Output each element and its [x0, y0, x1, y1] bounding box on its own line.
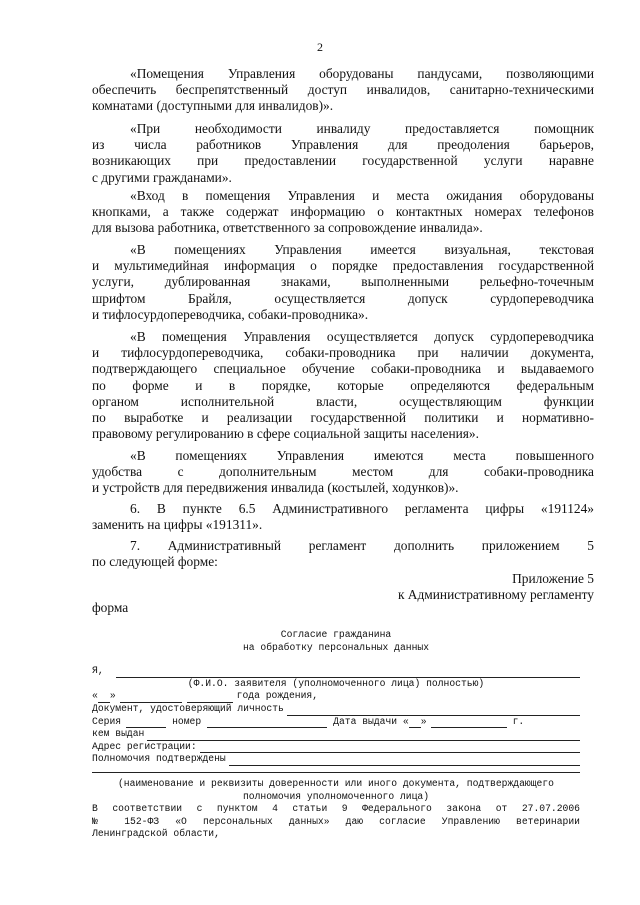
consent-body-line: Ленинградской области,: [92, 828, 220, 840]
text-line: для вызова работника, ответственного за сопровождение инвалида».: [92, 220, 483, 236]
issue-month-field[interactable]: [431, 718, 507, 728]
birth-row: [92, 690, 580, 703]
page-number: 2: [317, 40, 323, 54]
issued-by-field[interactable]: [147, 731, 580, 741]
series-field[interactable]: [126, 718, 166, 728]
authority-note: (наименование и реквизиты доверенности или иного документа, подтверждающего: [117, 777, 554, 789]
text-line: и тифлосурдопереводчика, собаки-проводника».: [92, 306, 369, 322]
consent-body-line: В соответствии с пунктом 4 статьи 9 Федерального закона от 27.07.2006: [92, 803, 580, 815]
name-row: [92, 665, 580, 678]
year-label: г.: [512, 715, 525, 727]
authority-field-line[interactable]: [92, 766, 580, 773]
issue-date-label: Дата выдачи «: [333, 715, 409, 727]
appendix-line: к Административному регламенту: [397, 587, 594, 603]
doc-field[interactable]: [287, 706, 580, 716]
form-label: форма: [92, 600, 129, 615]
address-field[interactable]: [200, 743, 580, 753]
text-line: «При необходимости инвалиду предоставляется помощник: [130, 121, 594, 136]
authority-label: Полномочия подтверждены: [92, 753, 226, 765]
consent-body-line: № 152-ФЗ «О персональных данных» даю согласие Управлению ветеринарии: [92, 815, 580, 827]
doc-label: Документ, удостоверяющий личность: [92, 702, 284, 714]
text-line: по следующей форме:: [92, 554, 218, 570]
paragraph-ramps: [92, 66, 594, 115]
issued-by-row: [92, 728, 580, 741]
text-line: обеспечить беспрепятственный доступ инвалидов, санитарно-техническими: [92, 82, 594, 98]
address-label: Адрес регистрации:: [92, 740, 197, 752]
birth-year-field[interactable]: [187, 693, 233, 703]
text-line: удобства с дополнительным местом для собаки-проводника: [92, 464, 594, 480]
number-field[interactable]: [207, 718, 327, 728]
text-line: и мультимедийная информация о порядке предоставления государственной: [92, 258, 594, 274]
fio-field[interactable]: [116, 668, 580, 678]
paragraph-visual-info: [92, 242, 594, 323]
text-line: «В помещения Управления осуществляется допуск сурдопереводчика: [130, 329, 594, 344]
text-line: правовому регулированию в сфере социальной защиты населения».: [92, 426, 479, 442]
text-line: и устройств для передвижения инвалида (костылей, ходунков)».: [92, 480, 459, 496]
consent-form: [92, 629, 580, 841]
text-line: «В помещениях Управления имеются места повышенного: [130, 448, 594, 463]
quote-close: »: [420, 715, 427, 727]
authority-note: полномочия уполномоченного лица): [242, 790, 430, 802]
text-line: подтверждающего специальное обучение собаки-проводника и выдаваемого: [92, 361, 594, 377]
text-line: услуги, дублированная знаками, выполненными рельефно-точечным: [92, 274, 594, 290]
address-row: [92, 741, 580, 754]
birth-label: года рождения,: [236, 690, 319, 702]
consent-subtitle: на обработку персональных данных: [242, 641, 430, 653]
consent-title: Согласие гражданина: [280, 629, 392, 640]
text-line: кнопками, а также содержат информацию о контактных номерах телефонов: [92, 204, 594, 220]
paragraph-assistant: [92, 121, 594, 186]
series-label: Серия: [92, 715, 122, 727]
paragraph-comfort-places: [92, 448, 594, 497]
birth-day-field[interactable]: [98, 693, 110, 703]
text-line: по форме и в порядке, которые определяются федеральным: [92, 377, 594, 393]
quote-close: »: [109, 690, 116, 702]
text-line: 7. Административный регламент дополнить приложением 5: [130, 538, 594, 553]
text-line: заменить на цифры «191311».: [92, 517, 263, 533]
paragraph-item-7: [92, 538, 594, 570]
i-label: Я,: [92, 665, 104, 677]
text-line: с другими гражданами».: [92, 169, 232, 185]
quote-open: «: [92, 690, 98, 702]
number-label: номер: [172, 715, 202, 727]
issued-by-label: кем выдан: [92, 728, 145, 740]
appendix-line: Приложение 5: [512, 571, 594, 586]
doc-row: [92, 703, 580, 716]
paragraph-item-6: [92, 501, 594, 533]
text-line: органом исполнительной власти, осуществляющим функции: [92, 393, 594, 409]
authority-field[interactable]: [229, 756, 580, 766]
text-line: по выработке и реализации государственной политики и нормативно-: [92, 410, 594, 426]
birth-month-field[interactable]: [120, 693, 182, 703]
paragraph-buttons: [92, 188, 594, 237]
text-line: «Вход в помещения Управления и места ожидания оборудованы: [130, 188, 594, 203]
text-line: шрифтом Брайля, осуществляется допуск сурдопереводчика: [92, 290, 594, 306]
text-line: из числа работников Управления для преодоления барьеров,: [92, 137, 594, 153]
paragraph-guide-dog: [92, 329, 594, 442]
issue-day-field[interactable]: [409, 718, 421, 728]
authority-row: [92, 753, 580, 766]
fio-note: (Ф.И.О. заявителя (уполномоченного лица) полностью): [187, 677, 485, 689]
text-line: «Помещения Управления оборудованы пандусами, позволяющими: [130, 66, 594, 81]
appendix-header: [92, 571, 594, 603]
text-line: возникающих при предоставлении государственной услуги наравне: [92, 153, 594, 169]
text-line: комнатами (доступными для инвалидов)».: [92, 98, 334, 114]
series-row: [92, 716, 580, 729]
text-line: 6. В пункте 6.5 Административного регламента цифры «191124»: [130, 501, 594, 516]
text-line: «В помещениях Управления имеется визуальная, текстовая: [130, 242, 594, 257]
text-line: и тифлосурдопереводчика, собаки-проводника при наличии документа,: [92, 345, 594, 361]
